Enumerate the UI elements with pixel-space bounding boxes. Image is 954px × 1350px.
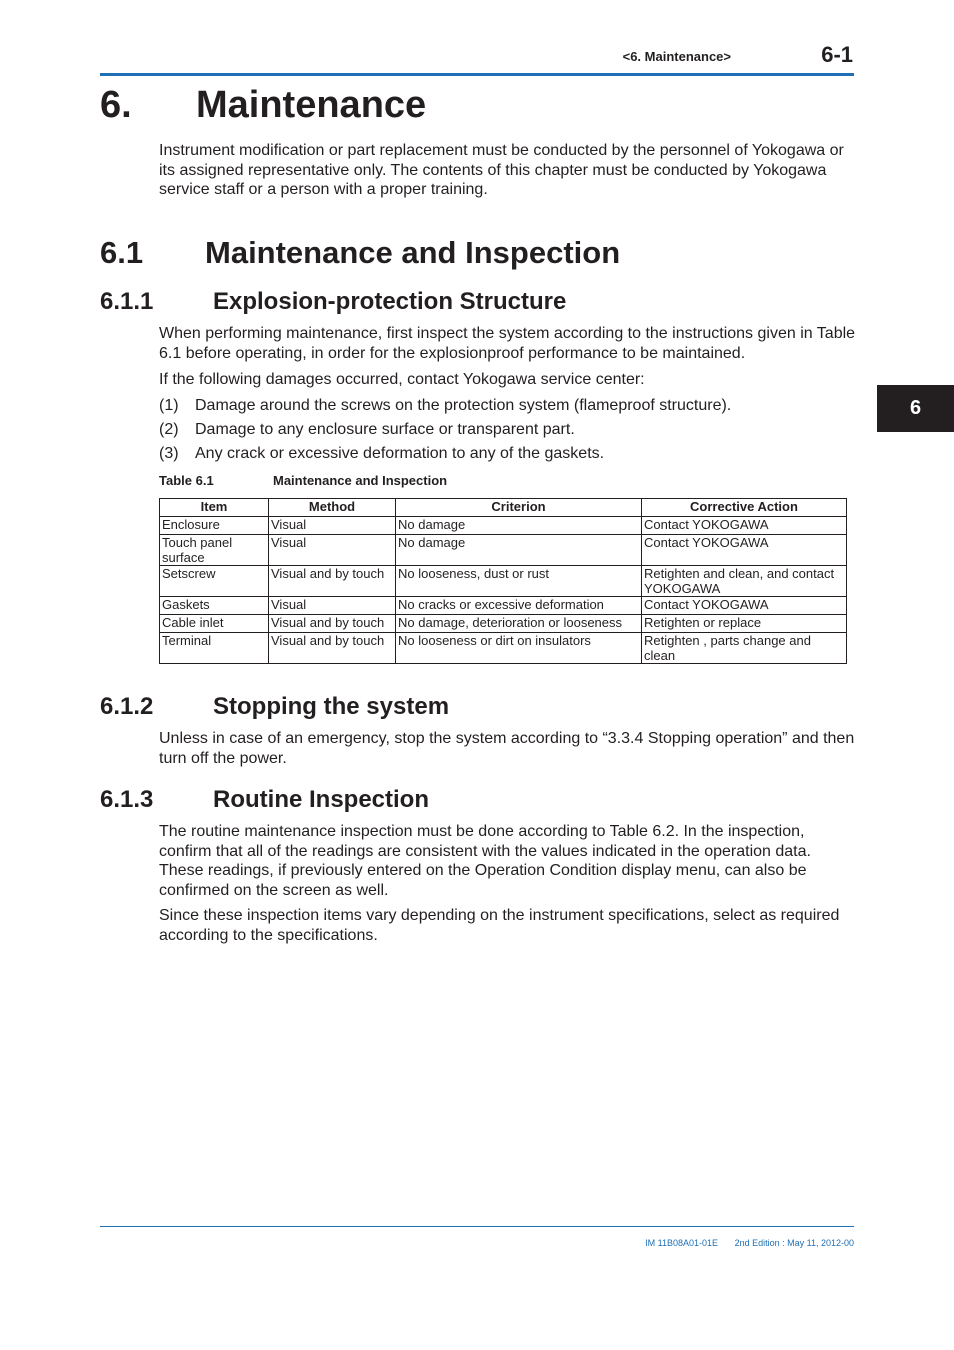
- list-item-number: (3): [159, 445, 179, 462]
- list-item: [159, 444, 604, 464]
- damage-contact-paragraph: If the following damages occurred, contact Yokogawa service center:: [159, 371, 645, 388]
- list-item-number: (2): [159, 421, 179, 438]
- footer-rule: [100, 1226, 854, 1227]
- table-row: [160, 535, 847, 566]
- column-header-method: Method: [269, 499, 396, 517]
- footer-document-id: IM 11B08A01-01E: [645, 1238, 718, 1248]
- table-cell: Enclosure: [160, 517, 269, 535]
- column-header-item: Item: [160, 499, 269, 517]
- table-cell: Touch panel surface: [160, 535, 269, 566]
- table-cell: Cable inlet: [160, 615, 269, 633]
- section-6-1-title: Maintenance and Inspection: [205, 235, 621, 270]
- table-row: [160, 615, 847, 633]
- table-cell: No damage: [396, 535, 642, 566]
- list-item: [159, 420, 575, 440]
- table-cell: Terminal: [160, 633, 269, 664]
- explosion-protection-paragraph: When performing maintenance, first inspect the system according to the instructions given in Table 6.1 before operating, in order for the explosionproof performance to be maintained.: [159, 325, 856, 362]
- section-6-1-2-title: Stopping the system: [213, 693, 450, 720]
- section-6-1-1-title: Explosion-protection Structure: [213, 288, 567, 315]
- stopping-system-paragraph: Unless in case of an emergency, stop the system according to “3.3.4 Stopping operation” and then turn off the power.: [159, 730, 855, 767]
- table-cell: Retighten , parts change and clean: [642, 633, 847, 664]
- table-cell: Retighten or replace: [642, 615, 847, 633]
- chapter-side-tab: 6: [877, 385, 954, 432]
- table-row: [160, 566, 847, 597]
- table-cell: Visual: [269, 535, 396, 566]
- maintenance-inspection-table: [159, 498, 847, 664]
- section-6-1-1-number: 6.1.1: [100, 288, 154, 315]
- section-6-1-2-number: 6.1.2: [100, 693, 154, 720]
- table-cell: No cracks or excessive deformation: [396, 597, 642, 615]
- list-item-text: Any crack or excessive deformation to any of the gaskets.: [195, 445, 605, 462]
- list-item-number: (1): [159, 397, 179, 414]
- table-cell: Visual and by touch: [269, 615, 396, 633]
- table-row: [160, 517, 847, 535]
- table-cell: No damage: [396, 517, 642, 535]
- table-caption-number: Table 6.1: [159, 473, 214, 488]
- table-cell: Contact YOKOGAWA: [642, 535, 847, 566]
- table-cell: Visual: [269, 597, 396, 615]
- chapter-title: Maintenance: [196, 84, 427, 126]
- table-cell: Gaskets: [160, 597, 269, 615]
- list-item-text: Damage around the screws on the protection system (flameproof structure).: [195, 397, 732, 414]
- chapter-number: 6.: [100, 84, 132, 126]
- section-6-1-3-title: Routine Inspection: [213, 786, 429, 813]
- section-6-1-3-number: 6.1.3: [100, 786, 154, 813]
- table-row: [160, 633, 847, 664]
- table-cell: Retighten and clean, and contact YOKOGAWA: [642, 566, 847, 597]
- table-cell: No looseness, dust or rust: [396, 566, 642, 597]
- table-cell: Setscrew: [160, 566, 269, 597]
- inspection-items-paragraph: Since these inspection items vary depending on the instrument specifications, select as required according to the specifications.: [159, 907, 840, 944]
- column-header-corrective-action: Corrective Action: [642, 499, 847, 517]
- table-caption-title: Maintenance and Inspection: [273, 473, 448, 488]
- running-header-section: <6. Maintenance>: [622, 49, 731, 64]
- table-row: [160, 597, 847, 615]
- header-rule: [100, 73, 854, 76]
- table-cell: No looseness or dirt on insulators: [396, 633, 642, 664]
- table-cell: No damage, deterioration or looseness: [396, 615, 642, 633]
- table-cell: Contact YOKOGAWA: [642, 517, 847, 535]
- section-6-1-number: 6.1: [100, 235, 144, 270]
- page-number: 6-1: [821, 42, 853, 67]
- footer-edition: 2nd Edition : May 11, 2012-00: [734, 1238, 854, 1248]
- table-header-row: [160, 499, 847, 517]
- chapter-intro-paragraph: Instrument modification or part replacement must be conducted by the personnel of Yokogawa or its assigned representative only. The contents of this chapter must be conducted by Yokogawa service staff or a person with a proper training.: [159, 142, 844, 198]
- table-cell: Visual and by touch: [269, 633, 396, 664]
- table-cell: Visual: [269, 517, 396, 535]
- table-cell: Contact YOKOGAWA: [642, 597, 847, 615]
- list-item: [159, 396, 731, 416]
- table-cell: Visual and by touch: [269, 566, 396, 597]
- routine-inspection-paragraph: The routine maintenance inspection must be done according to Table 6.2. In the inspection, confirm that all of the readings are consistent with the values indicated in the operation data. These readings, if previously entered on the Operation Condition display menu, can also be confirmed on the screen as well.: [159, 823, 811, 899]
- list-item-text: Damage to any enclosure surface or transparent part.: [195, 421, 575, 438]
- column-header-criterion: Criterion: [396, 499, 642, 517]
